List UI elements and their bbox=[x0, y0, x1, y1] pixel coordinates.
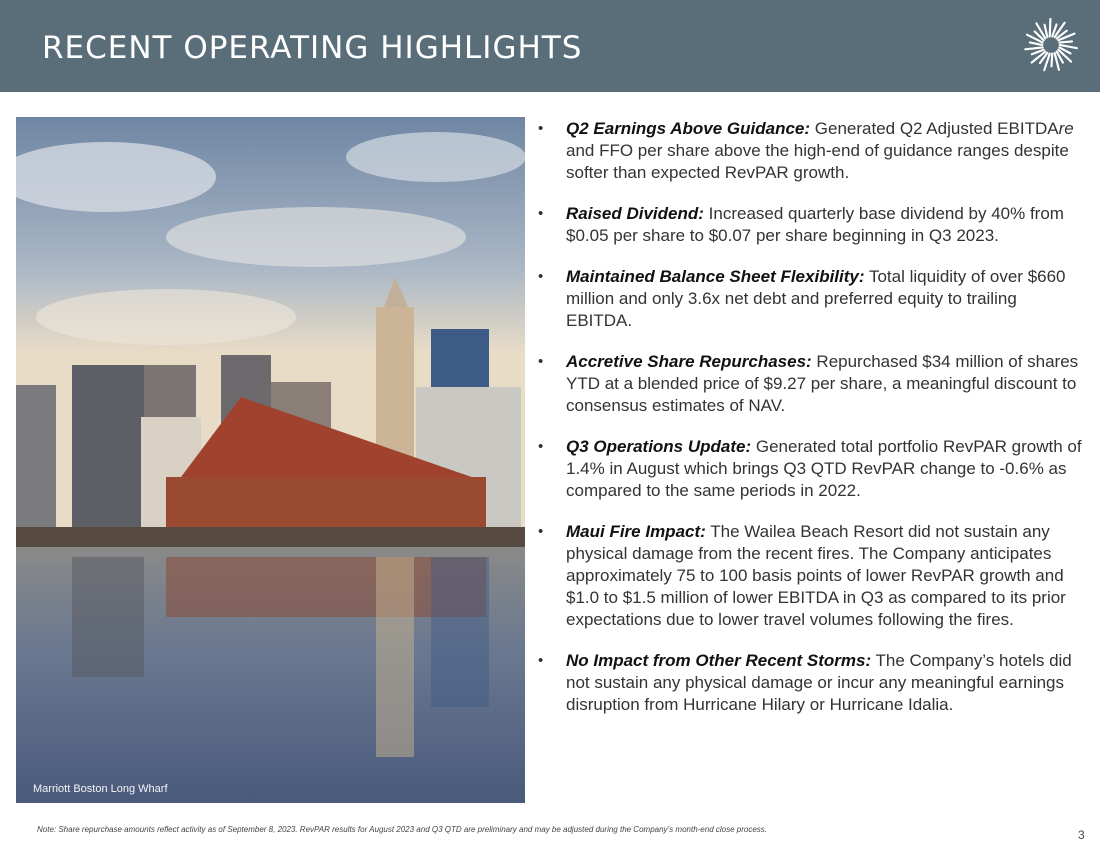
hotel-photo-illustration bbox=[16, 117, 525, 803]
bullet-icon: • bbox=[538, 353, 544, 370]
page-number: 3 bbox=[1078, 828, 1085, 842]
bullet-icon: • bbox=[538, 120, 544, 137]
bullet-heading: Raised Dividend: bbox=[566, 204, 704, 223]
list-item bbox=[538, 521, 1086, 631]
logo-ray bbox=[1030, 42, 1042, 45]
logo-ray bbox=[1051, 54, 1052, 67]
highlights-list bbox=[538, 118, 1086, 735]
bullet-icon: • bbox=[538, 438, 544, 455]
list-item bbox=[538, 118, 1086, 184]
logo-ray bbox=[1025, 47, 1042, 49]
list-item bbox=[538, 266, 1086, 332]
hotel-photo bbox=[16, 117, 525, 803]
bullet-body: Total liquidity of over $660 million and only 3.6x net debt and preferred equity to trailing EBITDA. bbox=[566, 267, 1066, 330]
bullet-body-italic: re bbox=[1058, 119, 1074, 138]
list-item bbox=[538, 436, 1086, 502]
bullet-heading: No Impact from Other Recent Storms: bbox=[566, 651, 872, 670]
logo-ray bbox=[1045, 25, 1048, 37]
photo-caption: Marriott Boston Long Wharf bbox=[33, 783, 168, 795]
bullet-icon: • bbox=[538, 205, 544, 222]
list-item bbox=[538, 203, 1086, 247]
bullet-icon: • bbox=[538, 523, 544, 540]
logo-ray bbox=[1059, 41, 1072, 42]
bullet-body: The Company’s hotels did not sustain any physical damage or incur any meaningful earnings disruption from Hurricane Hilary or Hurricane Idalia. bbox=[566, 651, 1072, 714]
footnote: Note: Share repurchase amounts reflect activity as of September 8, 2023. RevPAR results for August 2023 and Q3 QTD are preliminary and may be adjusted during the Company’s month-end close process. bbox=[37, 825, 768, 834]
page-title: RECENT OPERATING HIGHLIGHTS bbox=[42, 30, 583, 66]
bullet-body: Repurchased $34 million of shares YTD at a blended price of $9.27 per share, a meaningful discount to consensus estimates of NAV. bbox=[566, 352, 1079, 415]
bullet-heading: Accretive Share Repurchases: bbox=[566, 352, 812, 371]
bullet-heading: Maui Fire Impact: bbox=[566, 522, 706, 541]
header-bar bbox=[0, 0, 1100, 92]
logo-ray bbox=[1060, 45, 1077, 48]
bullet-heading: Maintained Balance Sheet Flexibility: bbox=[566, 267, 865, 286]
sunburst-logo-icon bbox=[1022, 16, 1080, 74]
bullet-heading: Q3 Operations Update: bbox=[566, 437, 752, 456]
bullet-body: Generated total portfolio RevPAR growth of 1.4% in August which brings Q3 QTD RevPAR change to -0.6% as compared to the same periods in 2022. bbox=[566, 437, 1082, 500]
bullet-icon: • bbox=[538, 268, 544, 285]
bullet-heading: Q2 Earnings Above Guidance: bbox=[566, 119, 811, 138]
bullet-icon: • bbox=[538, 652, 544, 669]
logo-ray bbox=[1050, 19, 1051, 36]
list-item bbox=[538, 351, 1086, 417]
bullet-body-tail: and FFO per share above the high-end of guidance ranges despite softer than expected RevPAR growth. bbox=[566, 141, 1069, 182]
list-item bbox=[538, 650, 1086, 716]
bullet-body: Increased quarterly base dividend by 40% from $0.05 per share to $0.07 per share beginning in Q3 2023. bbox=[566, 204, 1064, 245]
bullet-body: Generated Q2 Adjusted EBITDA bbox=[810, 119, 1059, 138]
bullet-body: The Wailea Beach Resort did not sustain any physical damage from the recent fires. The Company anticipates approximately 75 to 100 basis points of lower RevPAR growth and $1.0 to $1.5 million of lower EBITDA in Q3 as compared to its prior expectations due to lower travel volumes following the fires. bbox=[566, 522, 1066, 629]
